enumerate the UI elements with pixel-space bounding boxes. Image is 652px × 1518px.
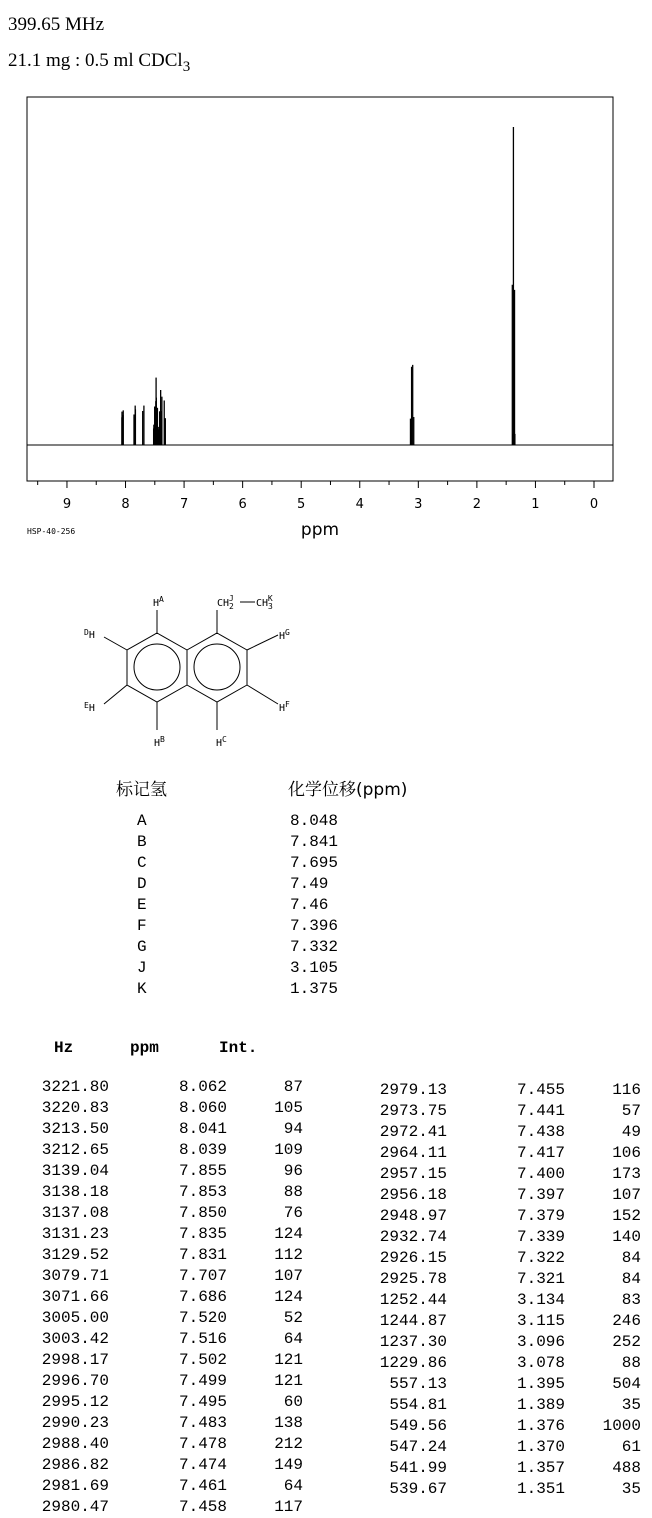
assignment-table [137, 811, 338, 1000]
peak-ppm: 3.096 [516, 1333, 565, 1351]
assignment-label: K [137, 980, 147, 998]
peak-ppm: 7.455 [516, 1081, 565, 1099]
peak-hz: 2980.47 [41, 1498, 109, 1516]
assignment-row [137, 853, 338, 874]
peak-int: 112 [274, 1246, 303, 1264]
x-axis-label: ppm [300, 520, 340, 540]
peak-table-row [368, 1227, 641, 1248]
peak-table-row [30, 1497, 303, 1518]
peak-hz: 2998.17 [41, 1351, 109, 1369]
naphthalene-structure [104, 602, 278, 730]
peak-table-row [30, 1224, 303, 1245]
peak-hz: 3003.42 [41, 1330, 109, 1348]
peak-hz: 547.24 [389, 1438, 447, 1456]
peak-ppm: 7.835 [178, 1225, 227, 1243]
peak-int: 107 [274, 1267, 303, 1285]
peak-int: 64 [283, 1477, 303, 1495]
peak-table-row [30, 1308, 303, 1329]
peak-table-row [30, 1434, 303, 1455]
left-ring [127, 633, 187, 702]
peak-ppm: 7.339 [516, 1228, 565, 1246]
peak-table-row [30, 1077, 303, 1098]
peak-hz: 3129.52 [41, 1246, 109, 1264]
peak-table-row [368, 1206, 641, 1227]
peak-ppm: 7.855 [178, 1162, 227, 1180]
peak-int: 49 [621, 1123, 641, 1141]
peak-hz: 2988.40 [41, 1435, 109, 1453]
peak-hz: 3139.04 [41, 1162, 109, 1180]
peak-table-row [30, 1476, 303, 1497]
peak-table-row [30, 1203, 303, 1224]
peak-table-row [368, 1248, 641, 1269]
peak-ppm: 8.060 [178, 1099, 227, 1117]
peak-int: 96 [283, 1162, 303, 1180]
peak-ppm: 7.400 [516, 1165, 565, 1183]
peak-int: 149 [274, 1456, 303, 1474]
peak-ppm: 7.707 [178, 1267, 227, 1285]
atom-hc: $H^C$ [216, 735, 227, 749]
peak-table-row [368, 1143, 641, 1164]
peak-hz: 3079.71 [41, 1267, 109, 1285]
peak-hz: 3005.00 [41, 1309, 109, 1327]
ppm-header: ppm [130, 1039, 159, 1057]
peak-ppm: 7.495 [178, 1393, 227, 1411]
right-ring [187, 633, 247, 702]
peak-ppm: 7.397 [516, 1186, 565, 1204]
peak-int: 124 [274, 1225, 303, 1243]
peak-hz: 3212.65 [41, 1141, 109, 1159]
assignment-shift: 7.695 [290, 854, 339, 872]
peak-ppm: 7.850 [178, 1204, 227, 1222]
peak-hz: 2948.97 [379, 1207, 447, 1225]
atom-hd: $^D$H [84, 628, 95, 641]
atom-he: $^E$H [84, 701, 95, 714]
peak-ppm: 7.499 [178, 1372, 227, 1390]
assignment-label: B [137, 833, 147, 851]
peak-table-row [30, 1329, 303, 1350]
peak-hz: 549.56 [389, 1417, 447, 1435]
peak-ppm: 1.357 [516, 1459, 565, 1477]
peak-ppm: 3.115 [516, 1312, 565, 1330]
x-axis-ticks [38, 481, 598, 512]
peak-int: 152 [612, 1207, 641, 1225]
peak-int: 107 [612, 1186, 641, 1204]
assignment-row [137, 811, 338, 832]
assignment-row [137, 916, 338, 937]
bond-hg [247, 635, 278, 650]
peak-hz: 1244.87 [379, 1312, 447, 1330]
peak-ppm: 7.379 [516, 1207, 565, 1225]
peak-table-row [30, 1119, 303, 1140]
peak-int: 105 [274, 1099, 303, 1117]
peak-table-row [30, 1245, 303, 1266]
peak-int: 35 [621, 1480, 641, 1498]
peak-hz: 1237.30 [379, 1333, 447, 1351]
peak-int: 109 [274, 1141, 303, 1159]
assignment-shift: 7.332 [290, 938, 339, 956]
peak-hz: 1229.86 [379, 1354, 447, 1372]
bond-hd [104, 637, 127, 650]
peak-ppm: 7.322 [516, 1249, 565, 1267]
peak-ppm: 7.474 [178, 1456, 227, 1474]
peak-int: 246 [612, 1312, 641, 1330]
peak-int: 64 [283, 1330, 303, 1348]
peak-hz: 557.13 [389, 1375, 447, 1393]
peak-hz: 2979.13 [379, 1081, 447, 1099]
assignment-label-header: 标记氢 [116, 780, 167, 800]
peak-ppm: 7.831 [178, 1246, 227, 1264]
assignment-shift-header: 化学位移(ppm) [288, 780, 408, 800]
peak-int: 488 [612, 1459, 641, 1477]
sample-text: 21.1 mg : 0.5 ml CDCl [8, 50, 183, 71]
peak-hz: 2990.23 [41, 1414, 109, 1432]
peak-int: 1000 [602, 1417, 641, 1435]
peak-table-row [368, 1311, 641, 1332]
peak-ppm: 8.041 [178, 1120, 227, 1138]
peak-table-row [30, 1182, 303, 1203]
peak-table-row [368, 1080, 641, 1101]
x-tick-label: 6 [238, 497, 247, 512]
atom-hf: $H^F$ [279, 700, 290, 714]
peak-ppm: 7.516 [178, 1330, 227, 1348]
peak-ppm: 8.062 [178, 1078, 227, 1096]
peak-int: 76 [283, 1204, 303, 1222]
peak-table-row [30, 1140, 303, 1161]
peak-ppm: 7.321 [516, 1270, 565, 1288]
sample-subscript: 3 [182, 58, 191, 75]
peak-ppm: 3.134 [516, 1291, 565, 1309]
peak-hz: 2964.11 [379, 1144, 447, 1162]
peak-ppm: 7.520 [178, 1309, 227, 1327]
peak-int: 61 [621, 1438, 641, 1456]
peak-int: 60 [283, 1393, 303, 1411]
peak-table-row [368, 1458, 641, 1479]
assignment-label: C [137, 854, 147, 872]
peak-ppm: 7.458 [178, 1498, 227, 1516]
peak-int: 88 [621, 1354, 641, 1372]
assignment-shift: 8.048 [290, 812, 339, 830]
int-header: Int. [219, 1039, 258, 1057]
peak-hz: 2986.82 [41, 1456, 109, 1474]
peak-table-row [30, 1392, 303, 1413]
peak-ppm: 7.686 [178, 1288, 227, 1306]
peak-int: 94 [283, 1120, 303, 1138]
peak-int: 124 [274, 1288, 303, 1306]
assignment-shift: 1.375 [290, 980, 339, 998]
assignment-shift: 3.105 [290, 959, 339, 977]
x-tick-label: 3 [414, 497, 423, 512]
peak-int: 504 [612, 1375, 641, 1393]
assignment-row [137, 937, 338, 958]
peak-table-row [368, 1101, 641, 1122]
peak-ppm: 7.502 [178, 1351, 227, 1369]
peak-table-row [30, 1371, 303, 1392]
peak-ppm: 7.441 [516, 1102, 565, 1120]
bond-hf [247, 685, 278, 704]
assignment-label: A [137, 812, 147, 830]
peak-table-row [368, 1479, 641, 1500]
peak-table-row [368, 1122, 641, 1143]
peak-ppm: 7.478 [178, 1435, 227, 1453]
atom-hg: $H^G$ [279, 628, 290, 642]
x-tick-label: 4 [355, 497, 364, 512]
peak-int: 212 [274, 1435, 303, 1453]
peak-ppm: 1.351 [516, 1480, 565, 1498]
atom-ch3: $CH_3K$ [256, 594, 273, 611]
peak-table-row [30, 1098, 303, 1119]
peak-ppm: 7.417 [516, 1144, 565, 1162]
x-tick-label: 2 [472, 497, 482, 512]
assignment-row [137, 832, 338, 853]
peak-int: 106 [612, 1144, 641, 1162]
peak-int: 57 [621, 1102, 641, 1120]
peak-table-row [30, 1161, 303, 1182]
peak-hz: 2995.12 [41, 1393, 109, 1411]
hz-header: Hz [54, 1039, 74, 1057]
peak-int: 121 [274, 1372, 303, 1390]
peak-table-row [30, 1413, 303, 1434]
peak-table-row [368, 1374, 641, 1395]
assignment-label: J [137, 959, 147, 977]
assignment-shift: 7.841 [290, 833, 339, 851]
atom-ha: $H^A$ [153, 595, 164, 609]
peak-int: 173 [612, 1165, 641, 1183]
peak-table-row [368, 1416, 641, 1437]
peak-int: 84 [621, 1249, 641, 1267]
x-tick-label: 8 [121, 497, 130, 512]
peak-hz: 554.81 [389, 1396, 447, 1414]
peak-hz: 539.67 [389, 1480, 447, 1498]
peak-table-row [30, 1287, 303, 1308]
peak-hz: 2925.78 [379, 1270, 447, 1288]
atom-ch2: $CH_2J$ [217, 594, 234, 611]
peak-table-row [30, 1266, 303, 1287]
peak-hz: 3071.66 [41, 1288, 109, 1306]
assignment-row [137, 895, 338, 916]
assignment-label: F [137, 917, 147, 935]
right-ring-aromatic-circle [194, 644, 240, 690]
peak-int: 117 [274, 1498, 303, 1516]
x-tick-label: 7 [179, 497, 189, 512]
peak-table-row [368, 1353, 641, 1374]
peak-table-row [30, 1455, 303, 1476]
peak-int: 35 [621, 1396, 641, 1414]
assignment-label: G [137, 938, 147, 956]
peak-table-row [368, 1437, 641, 1458]
x-tick-label: 9 [62, 497, 72, 512]
peak-int: 88 [283, 1183, 303, 1201]
peak-table-row [30, 1350, 303, 1371]
peak-ppm: 1.370 [516, 1438, 565, 1456]
peak-int: 116 [612, 1081, 641, 1099]
x-tick-label: 1 [531, 497, 540, 512]
peak-table-row [368, 1332, 641, 1353]
peak-ppm: 1.395 [516, 1375, 565, 1393]
assignment-label: D [137, 875, 147, 893]
peak-table-row [368, 1290, 641, 1311]
peak-hz: 2926.15 [379, 1249, 447, 1267]
assignment-shift: 7.49 [290, 875, 329, 893]
peak-int: 140 [612, 1228, 641, 1246]
peak-hz: 3221.80 [41, 1078, 109, 1096]
peak-hz: 3131.23 [41, 1225, 109, 1243]
peak-hz: 3138.18 [41, 1183, 109, 1201]
peak-hz: 1252.44 [379, 1291, 447, 1309]
peak-int: 138 [274, 1414, 303, 1432]
peak-ppm: 1.389 [516, 1396, 565, 1414]
x-tick-label: 5 [297, 497, 306, 512]
peak-hz: 541.99 [389, 1459, 447, 1477]
peak-int: 52 [283, 1309, 303, 1327]
peak-table-row [368, 1269, 641, 1290]
peak-ppm: 8.039 [178, 1141, 227, 1159]
peak-int: 83 [621, 1291, 641, 1309]
peak-table-row [368, 1185, 641, 1206]
peak-hz: 2932.74 [379, 1228, 447, 1246]
spectrometer-frequency: 399.65 MHz [8, 14, 105, 35]
peak-int: 84 [621, 1270, 641, 1288]
assignment-row [137, 874, 338, 895]
plot-frame [27, 97, 613, 481]
assignment-shift: 7.396 [290, 917, 339, 935]
peak-table-left [30, 1077, 303, 1518]
assignment-shift: 7.46 [290, 896, 329, 914]
assignment-row [137, 979, 338, 1000]
peak-int: 87 [283, 1078, 303, 1096]
peak-ppm: 3.078 [516, 1354, 565, 1372]
peak-table-right [368, 1080, 641, 1500]
peak-ppm: 1.376 [516, 1417, 565, 1435]
spectrum-code: HSP-40-256 [27, 527, 76, 536]
atom-hb: $H^B$ [154, 735, 165, 749]
peak-hz: 3220.83 [41, 1099, 109, 1117]
peak-hz: 3137.08 [41, 1204, 109, 1222]
x-tick-label: 0 [589, 497, 599, 512]
peak-int: 252 [612, 1333, 641, 1351]
left-ring-aromatic-circle [134, 644, 180, 690]
peak-table-row [368, 1395, 641, 1416]
peak-hz: 2956.18 [379, 1186, 447, 1204]
peak-hz: 2972.41 [379, 1123, 447, 1141]
peak-int: 121 [274, 1351, 303, 1369]
peak-ppm: 7.461 [178, 1477, 227, 1495]
peak-ppm: 7.483 [178, 1414, 227, 1432]
peak-ppm: 7.438 [516, 1123, 565, 1141]
peak-ppm: 7.853 [178, 1183, 227, 1201]
peak-hz: 3213.50 [41, 1120, 109, 1138]
assignment-label: E [137, 896, 147, 914]
peak-table-row [368, 1164, 641, 1185]
bond-he [104, 685, 127, 704]
assignment-row [137, 958, 338, 979]
peak-marks [122, 127, 515, 445]
peak-hz: 2957.15 [379, 1165, 447, 1183]
peak-hz: 2981.69 [41, 1477, 109, 1495]
peak-hz: 2996.70 [41, 1372, 109, 1390]
peak-hz: 2973.75 [379, 1102, 447, 1120]
